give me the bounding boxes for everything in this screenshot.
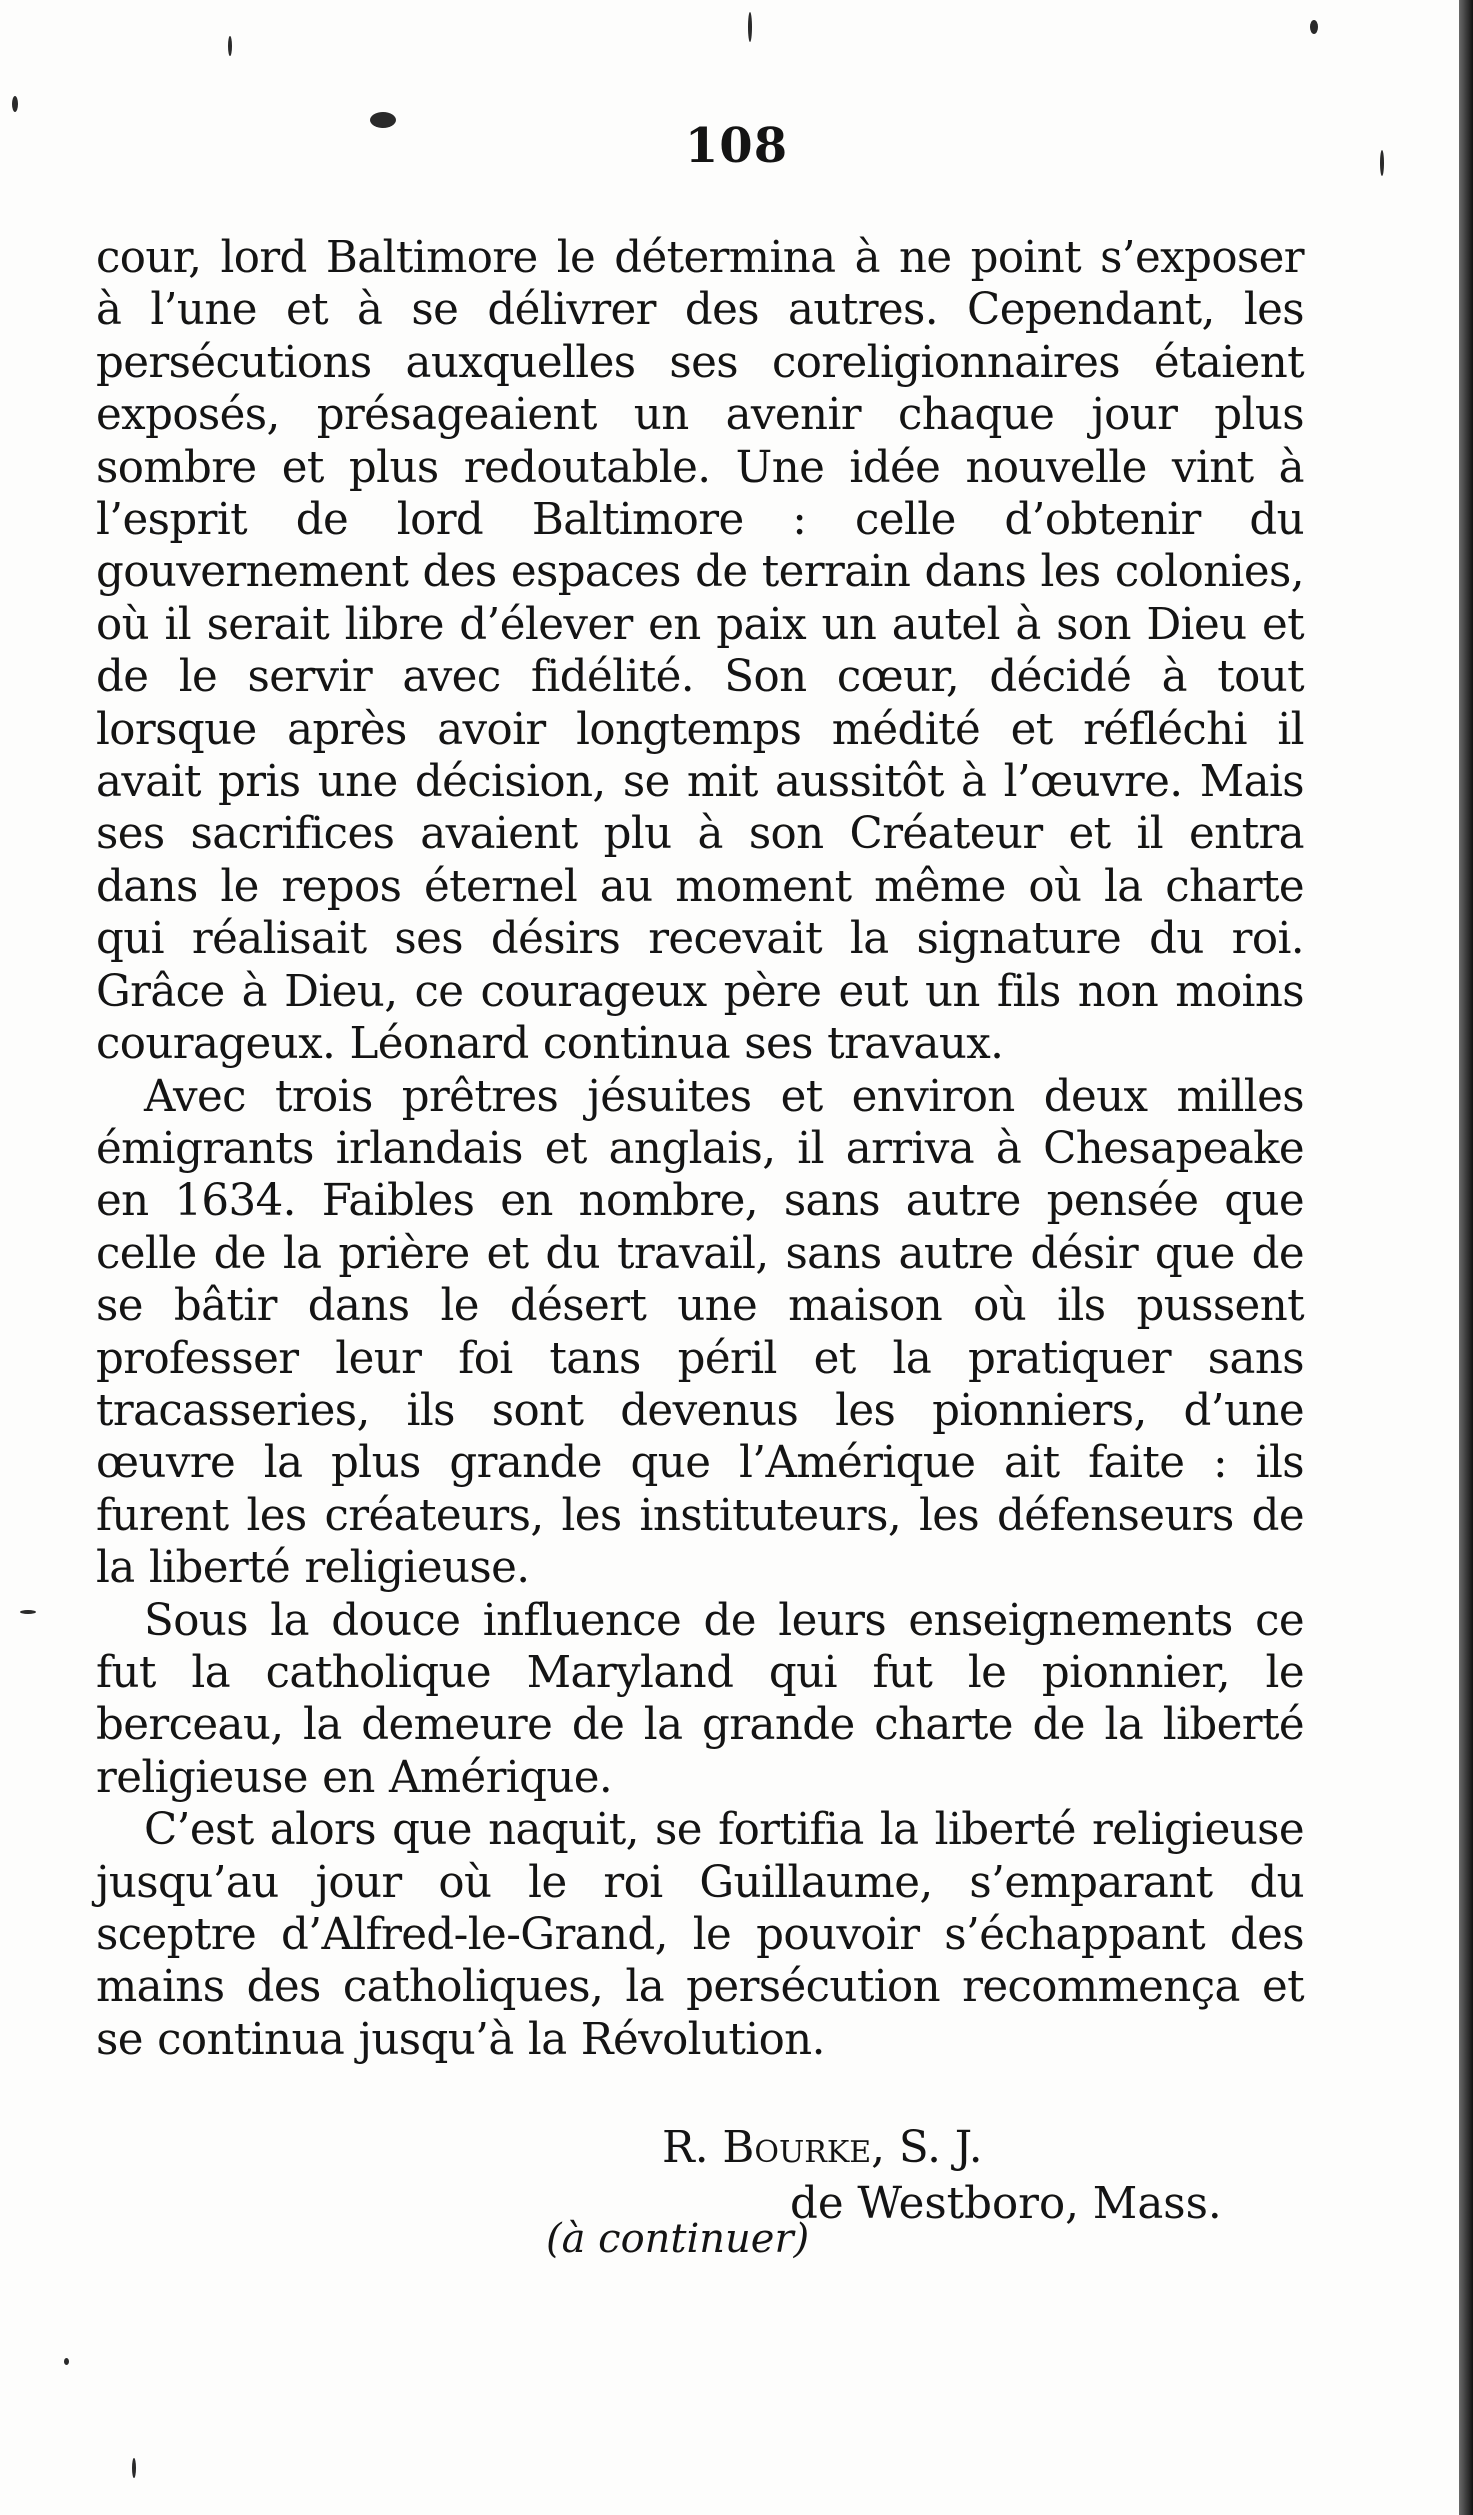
continuation-open-paren: (	[546, 2216, 562, 2262]
continuation-note	[546, 2216, 809, 2262]
scan-speck	[64, 2358, 69, 2365]
author-initial: R.	[662, 2123, 709, 2173]
page-number: 108	[684, 118, 789, 174]
author-name	[662, 2120, 983, 2176]
scan-speck	[748, 12, 752, 42]
page-scan-edge	[1459, 0, 1473, 2515]
continuation-text: à continuer	[561, 2216, 794, 2262]
paragraph: Sous la douce influence de leurs enseignements ce fut la catholique Maryland qui fut le pionnier, le berceau, la demeure de la grande charte de la liberté religieuse en Amérique.	[96, 1595, 1304, 1803]
author-order: , S. J.	[871, 2123, 983, 2173]
continuation-close-paren: )	[793, 2216, 810, 2262]
scan-speck	[12, 96, 18, 112]
article-body	[96, 232, 1304, 2066]
paragraph: Avec trois prêtres jésuites et environ deux milles émigrants irlandais et anglais, il arriva à Chesapeake en 1634. Faibles en nombre, sans autre pensée que celle de la prière et du travail, sans autre désir que de se bâtir dans le désert une maison où ils pussent professer leur foi tans péril et la pratiquer sans tracasseries, ils sont devenus les pionniers, d’une œuvre la plus grande que l’Amérique ait faite : ils furent les créateurs, les instituteurs, les défenseurs de la liberté religieuse.	[96, 1071, 1304, 1594]
paragraph: C’est alors que naquit, se fortifia la liberté religieuse jusqu’au jour où le roi Guillaume, s’emparant du sceptre d’Alfred-le-Grand, le pouvoir s’échappant des mains des catholiques, la persécution recommença et se continua jusqu’à la Révolution.	[96, 1805, 1304, 2065]
scan-speck	[228, 36, 232, 56]
scan-speck	[1310, 20, 1318, 34]
paragraph: cour, lord Baltimore le détermina à ne point s’exposer à l’une et à se délivrer des autres. Cependant, les persécutions auxquelles ses coreligionnaires étaient exposés, présageaient un avenir chaque jour plus sombre et plus redoutable. Une idée nouvelle vint à l’esprit de lord Baltimore : celle d’obtenir du gouvernement des espaces de terrain dans les colonies, où il serait libre d’élever en paix un autel à son Dieu et de le servir avec fidélité. Son cœur, décidé à tout lorsque après avoir longtemps médité et réfléchi il avait pris une décision, se mit aussitôt à l’œuvre. Mais ses sacrifices avaient plu à son Créateur et il entra dans le repos éternel au moment même où la charte qui réalisait ses désirs recevait la signature du roi. Grâce à Dieu, ce courageux père eut un fils non moins courageux. Léonard continua ses travaux.	[96, 233, 1304, 1070]
author-place: de Westboro, Mass.	[790, 2179, 1222, 2229]
scan-speck	[132, 2458, 136, 2478]
author-surname: Bourke	[722, 2123, 872, 2173]
scan-speck	[20, 1610, 36, 1614]
